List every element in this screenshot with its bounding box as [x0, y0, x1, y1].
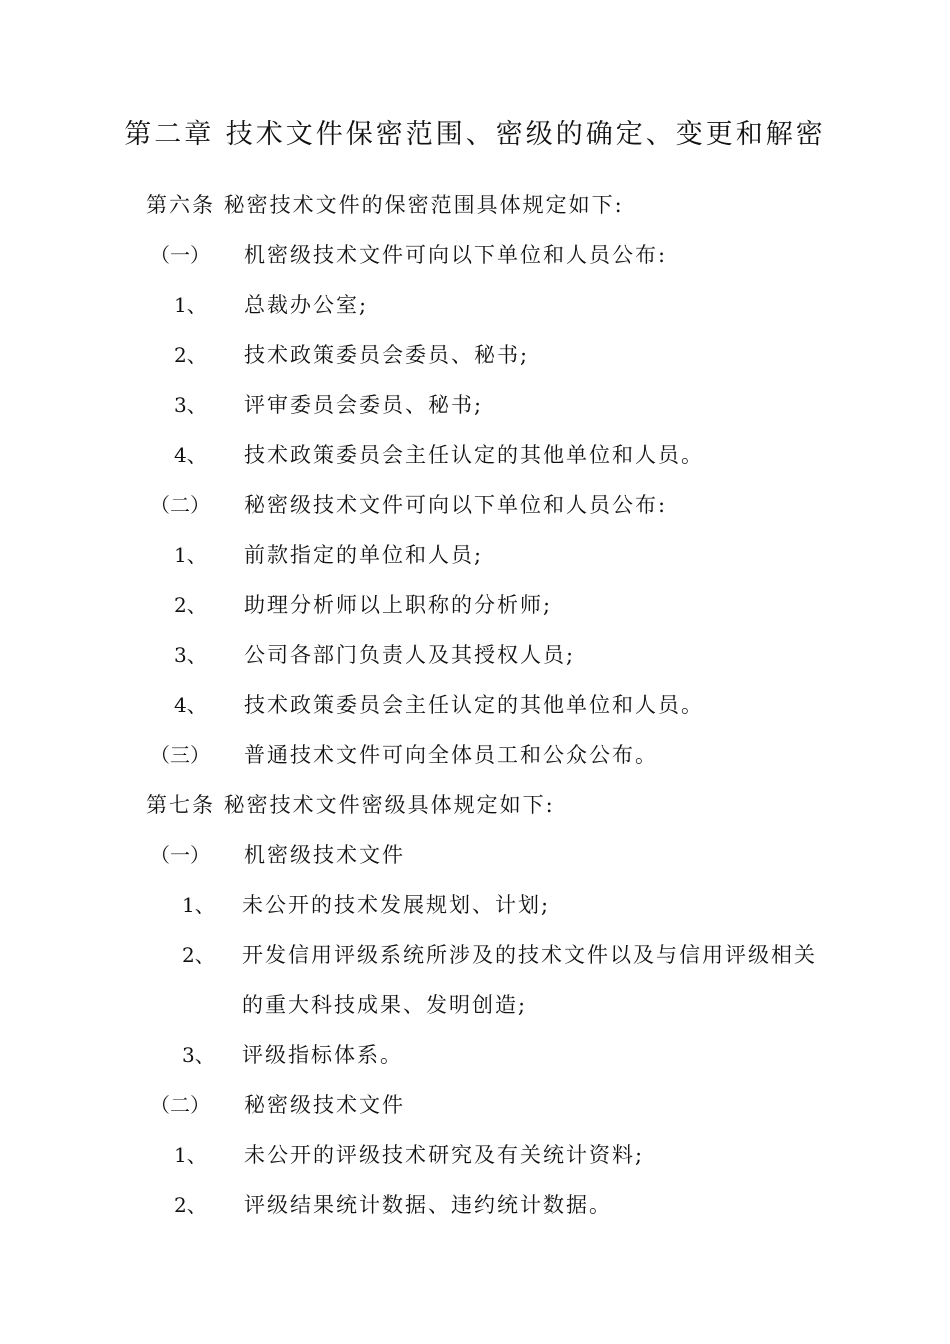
item-number: 3、 — [182, 1043, 215, 1067]
section-text: 秘密级技术文件可向以下单位和人员公布: — [244, 493, 668, 517]
section-marker: （一） — [150, 843, 210, 867]
section-marker: （二） — [150, 1093, 210, 1117]
section-text: 机密级技术文件可向以下单位和人员公布: — [244, 243, 668, 267]
item-number: 3、 — [174, 393, 207, 417]
item-text: 未公开的技术发展规划、计划; — [242, 893, 551, 917]
item-number: 4、 — [174, 443, 207, 467]
item-text-continuation: 的重大科技成果、发明创造; — [242, 993, 528, 1017]
item-text: 评审委员会委员、秘书; — [244, 393, 484, 417]
item-number: 1、 — [174, 293, 207, 317]
section-text: 普通技术文件可向全体员工和公众公布。 — [244, 743, 658, 767]
item-text: 评级指标体系。 — [242, 1043, 403, 1067]
item-text: 技术政策委员会委员、秘书; — [244, 343, 530, 367]
item-text: 公司各部门负责人及其授权人员; — [244, 643, 576, 667]
item-number: 2、 — [174, 593, 207, 617]
section-marker: （三） — [150, 743, 210, 767]
item-number: 2、 — [174, 343, 207, 367]
chapter-title: 第二章 技术文件保密范围、密级的确定、变更和解密 — [124, 119, 826, 150]
section-marker: （一） — [150, 243, 210, 267]
item-number: 1、 — [174, 1143, 207, 1167]
article-6-heading: 第六条 秘密技术文件的保密范围具体规定如下: — [146, 193, 624, 217]
item-text: 总裁办公室; — [244, 293, 369, 317]
item-text: 开发信用评级系统所涉及的技术文件以及与信用评级相关 — [242, 943, 817, 967]
item-number: 1、 — [182, 893, 215, 917]
item-text: 技术政策委员会主任认定的其他单位和人员。 — [244, 443, 704, 467]
section-text: 机密级技术文件 — [244, 843, 405, 867]
item-number: 1、 — [174, 543, 207, 567]
item-number: 2、 — [182, 943, 215, 967]
article-7-heading: 第七条 秘密技术文件密级具体规定如下: — [146, 793, 555, 817]
item-number: 4、 — [174, 693, 207, 717]
item-text: 未公开的评级技术研究及有关统计资料; — [244, 1143, 645, 1167]
section-marker: （二） — [150, 493, 210, 517]
section-text: 秘密级技术文件 — [244, 1093, 405, 1117]
item-text: 助理分析师以上职称的分析师; — [244, 593, 553, 617]
item-number: 2、 — [174, 1193, 207, 1217]
item-number: 3、 — [174, 643, 207, 667]
item-text: 评级结果统计数据、违约统计数据。 — [244, 1193, 612, 1217]
item-text: 前款指定的单位和人员; — [244, 543, 484, 567]
item-text: 技术政策委员会主任认定的其他单位和人员。 — [244, 693, 704, 717]
